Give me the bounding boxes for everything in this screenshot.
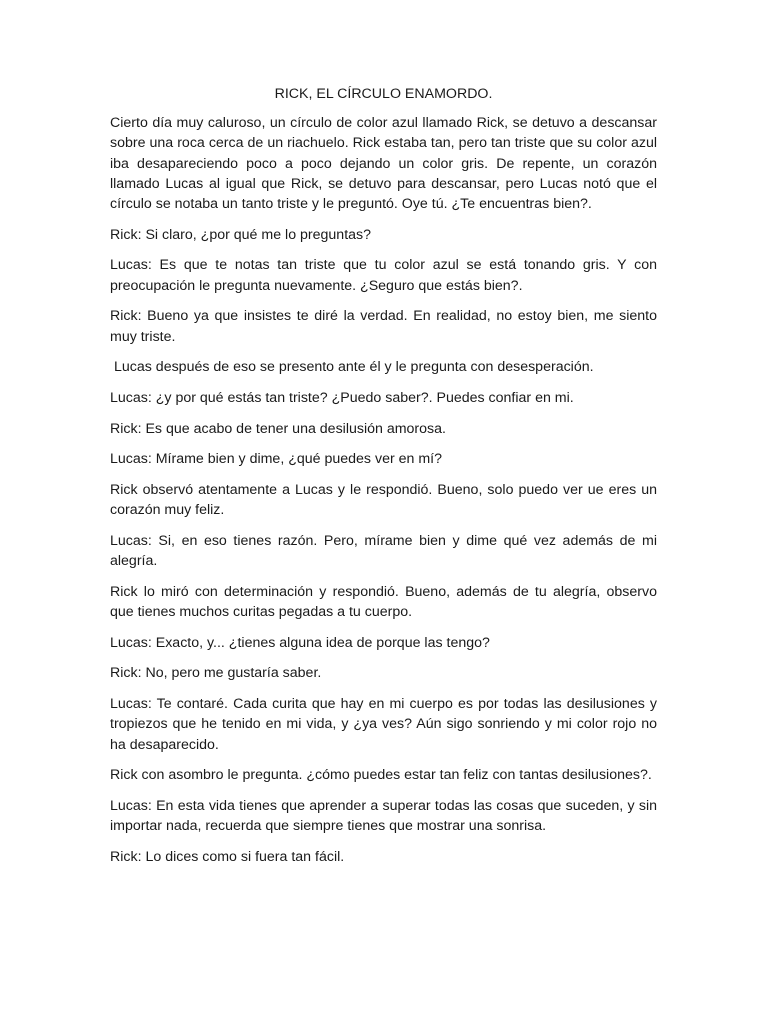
dialogue-paragraph: Lucas: Es que te notas tan triste que tu color azul se está tonando gris. Y con preocupación le pregunta nuevamente. ¿Seguro que estás bien?. [110,257,657,294]
dialogue-paragraph: Lucas: Exacto, y... ¿tienes alguna idea de porque las tengo? [110,634,490,651]
narration-paragraph: Lucas después de eso se presento ante él y le pregunta con desesperación. [114,359,594,376]
dialogue-paragraph: Lucas: Si, en eso tienes razón. Pero, mírame bien y dime qué vez además de mi alegría. [110,532,657,570]
dialogue-paragraph: Lucas: Te contaré. Cada curita que hay en mi cuerpo es por todas las desilusiones y tropiezos que he tenido en mi vida, y ¿ya ves? Aún sigo sonriendo y mi color rojo no ha desaparecido. [110,696,657,753]
dialogue-paragraph: Lucas: Mírame bien y dime, ¿qué puedes ver en mí? [110,451,442,468]
document-page [110,84,657,878]
narration-paragraph: Rick lo miró con determinación y respondió. Bueno, además de tu alegría, observo que tienes muchos curitas pegadas a tu cuerpo. [110,583,657,621]
dialogue-paragraph: Rick: Si claro, ¿por qué me lo preguntas? [110,226,372,243]
dialogue-paragraph: Rick: Es que acabo de tener una desilusión amorosa. [110,420,446,437]
document-title: RICK, EL CÍRCULO ENAMORDO. [274,86,493,102]
narration-paragraph: Rick con asombro le pregunta. ¿cómo puedes estar tan feliz con tantas desilusiones?. [110,767,652,784]
dialogue-paragraph: Lucas: En esta vida tienes que aprender a superar todas las cosas que suceden, y sin importar nada, recuerda que siempre tienes que mostrar una sonrisa. [110,797,657,835]
dialogue-paragraph: Rick: No, pero me gustaría saber. [110,665,322,682]
paragraph-intro: Cierto día muy caluroso, un círculo de color azul llamado Rick, se detuvo a descansar sobre una roca cerca de un riachuelo. Rick estaba tan, pero tan triste que su color azul iba desapareciendo poco a poco dejando un color gris. De repente, un corazón llamado Lucas al igual que Rick, se detuvo para descansar, pero Lucas notó que el círculo se notaba un tanto triste y le preguntó. Oye tú. ¿Te encuentras bien?. [110,115,657,213]
dialogue-paragraph: Rick: Lo dices como si fuera tan fácil. [110,848,345,865]
narration-paragraph: Rick observó atentamente a Lucas y le respondió. Bueno, solo puedo ver ue eres un corazón muy feliz. [110,482,657,519]
dialogue-paragraph: Rick: Bueno ya que insistes te diré la verdad. En realidad, no estoy bien, me siento muy triste. [110,308,657,345]
dialogue-paragraph: Lucas: ¿y por qué estás tan triste? ¿Puedo saber?. Puedes confiar en mi. [110,389,574,406]
